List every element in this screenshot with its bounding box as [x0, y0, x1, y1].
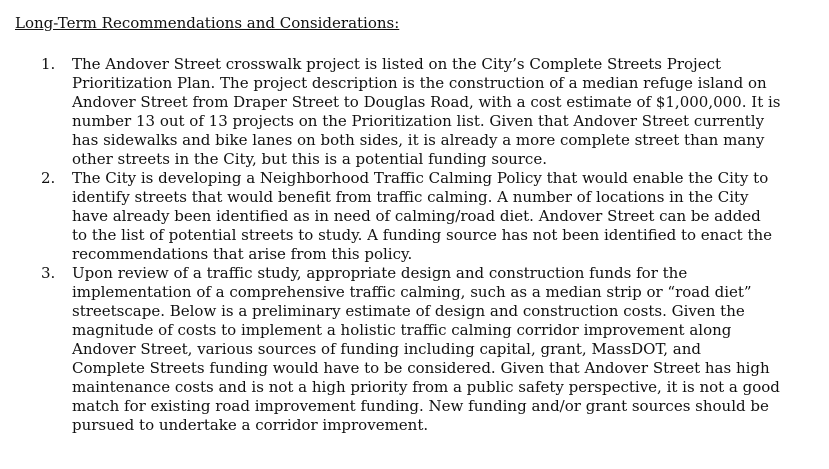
text-line: maintenance costs and is not a high priority from a public safety perspective, it is not a good: [72, 378, 780, 396]
text-line: magnitude of costs to implement a holistic traffic calming corridor improvement along: [72, 321, 732, 339]
list-number: 3.: [41, 264, 56, 282]
text-line: to the list of potential streets to study. A funding source has not been identified to enact the: [72, 226, 773, 244]
section-heading: Long-Term Recommendations and Considerations:: [15, 14, 400, 32]
text-line: implementation of a comprehensive traffic calming, such as a median strip or “road diet”: [72, 283, 752, 301]
text-line: Complete Streets funding would have to be considered. Given that Andover Street has high: [72, 359, 770, 377]
text-line: recommendations that arise from this policy.: [72, 245, 413, 263]
text-line: streetscape. Below is a preliminary estimate of design and construction costs. Given the: [72, 302, 745, 320]
text-line: Upon review of a traffic study, appropriate design and construction funds for the: [72, 264, 688, 282]
text-line: have already been identified as in need of calming/road diet. Andover Street can be added: [72, 207, 761, 225]
text-line: pursued to undertake a corridor improvement.: [72, 416, 429, 434]
list-number: 2.: [41, 169, 56, 187]
text-line: Andover Street from Draper Street to Douglas Road, with a cost estimate of $1,000,000. It is: [72, 93, 781, 111]
text-line: identify streets that would benefit from traffic calming. A number of locations in the City: [72, 188, 749, 206]
recommendation-item-1: [0, 55, 829, 169]
text-line: number 13 out of 13 projects on the Prioritization list. Given that Andover Street currently: [72, 112, 765, 130]
recommendations-list: [0, 55, 829, 435]
text-line: match for existing road improvement funding. New funding and/or grant sources should be: [72, 397, 769, 415]
recommendation-item-2: [0, 169, 829, 264]
list-number: 1.: [41, 55, 56, 73]
text-line: The Andover Street crosswalk project is listed on the City’s Complete Streets Project: [72, 55, 721, 73]
text-line: Prioritization Plan. The project description is the construction of a median refuge island on: [72, 74, 767, 92]
recommendation-item-3: [0, 264, 829, 435]
text-line: The City is developing a Neighborhood Traffic Calming Policy that would enable the City to: [72, 169, 769, 187]
text-line: other streets in the City, but this is a potential funding source.: [72, 150, 547, 168]
text-line: has sidewalks and bike lanes on both sides, it is already a more complete street than many: [72, 131, 765, 149]
text-line: Andover Street, various sources of funding including capital, grant, MassDOT, and: [72, 340, 702, 358]
